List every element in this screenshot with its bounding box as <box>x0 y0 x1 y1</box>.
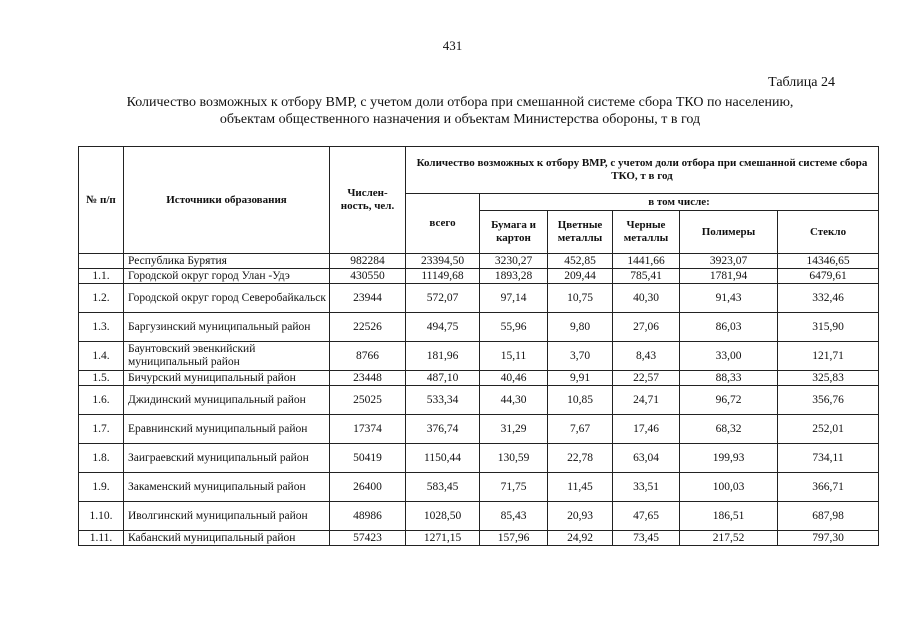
header-ferrous: Черные металлы <box>613 211 680 254</box>
cell-glass: 121,71 <box>778 342 879 371</box>
cell-ferrous: 47,65 <box>613 502 680 531</box>
cell-paper: 3230,27 <box>480 254 548 269</box>
cell-num: 1.9. <box>79 473 124 502</box>
cell-name: Кабанский муниципальный район <box>124 531 330 546</box>
cell-ferrous: 1441,66 <box>613 254 680 269</box>
title-line-1: Количество возможных к отбору ВМР, с учетом доли отбора при смешанной системе сбора ТКО по населению, <box>126 95 794 110</box>
cell-ferrous: 73,45 <box>613 531 680 546</box>
cell-paper: 31,29 <box>480 415 548 444</box>
cell-total: 1150,44 <box>406 444 480 473</box>
table-title <box>60 94 860 128</box>
cell-ferrous: 27,06 <box>613 313 680 342</box>
cell-ferrous: 17,46 <box>613 415 680 444</box>
cell-total: 487,10 <box>406 371 480 386</box>
table-row <box>79 269 879 284</box>
cell-polymers: 33,00 <box>680 342 778 371</box>
cell-name: Городской округ город Северобайкальск <box>124 284 330 313</box>
cell-nonferrous: 9,91 <box>548 371 613 386</box>
table-row <box>79 254 879 269</box>
cell-paper: 44,30 <box>480 386 548 415</box>
cell-name: Баунтовский эвенкийский муниципальный район <box>124 342 330 371</box>
cell-ferrous: 40,30 <box>613 284 680 313</box>
cell-name: Джидинский муниципальный район <box>124 386 330 415</box>
cell-name: Еравнинский муниципальный район <box>124 415 330 444</box>
cell-paper: 130,59 <box>480 444 548 473</box>
cell-nonferrous: 10,75 <box>548 284 613 313</box>
cell-total: 583,45 <box>406 473 480 502</box>
cell-name: Республика Бурятия <box>124 254 330 269</box>
cell-glass: 366,71 <box>778 473 879 502</box>
cell-paper: 71,75 <box>480 473 548 502</box>
table-row <box>79 284 879 313</box>
cell-ferrous: 8,43 <box>613 342 680 371</box>
cell-num: 1.5. <box>79 371 124 386</box>
cell-num: 1.2. <box>79 284 124 313</box>
cell-total: 1271,15 <box>406 531 480 546</box>
cell-paper: 55,96 <box>480 313 548 342</box>
cell-paper: 40,46 <box>480 371 548 386</box>
cell-polymers: 1781,94 <box>680 269 778 284</box>
cell-population: 23448 <box>330 371 406 386</box>
cell-nonferrous: 452,85 <box>548 254 613 269</box>
cell-nonferrous: 11,45 <box>548 473 613 502</box>
cell-total: 572,07 <box>406 284 480 313</box>
header-glass: Стекло <box>778 211 879 254</box>
cell-glass: 14346,65 <box>778 254 879 269</box>
cell-name: Бичурский муниципальный район <box>124 371 330 386</box>
cell-glass: 325,83 <box>778 371 879 386</box>
cell-polymers: 217,52 <box>680 531 778 546</box>
cell-total: 11149,68 <box>406 269 480 284</box>
header-source: Источники образования <box>124 147 330 254</box>
cell-population: 17374 <box>330 415 406 444</box>
cell-polymers: 86,03 <box>680 313 778 342</box>
cell-ferrous: 22,57 <box>613 371 680 386</box>
cell-glass: 687,98 <box>778 502 879 531</box>
cell-nonferrous: 7,67 <box>548 415 613 444</box>
cell-total: 494,75 <box>406 313 480 342</box>
cell-population: 23944 <box>330 284 406 313</box>
cell-population: 57423 <box>330 531 406 546</box>
cell-ferrous: 785,41 <box>613 269 680 284</box>
cell-nonferrous: 9,80 <box>548 313 613 342</box>
table-row <box>79 371 879 386</box>
header-num: № п/п <box>79 147 124 254</box>
cell-glass: 356,76 <box>778 386 879 415</box>
header-group: Количество возможных к отбору ВМР, с учетом доли отбора при смешанной системе сбора ТКО, т в год <box>406 147 879 194</box>
table-row <box>79 473 879 502</box>
table-row <box>79 502 879 531</box>
cell-paper: 157,96 <box>480 531 548 546</box>
cell-paper: 1893,28 <box>480 269 548 284</box>
cell-polymers: 88,33 <box>680 371 778 386</box>
cell-ferrous: 33,51 <box>613 473 680 502</box>
cell-nonferrous: 20,93 <box>548 502 613 531</box>
cell-num: 1.3. <box>79 313 124 342</box>
cell-num: 1.7. <box>79 415 124 444</box>
header-population: Числен-ность, чел. <box>330 147 406 254</box>
cell-nonferrous: 10,85 <box>548 386 613 415</box>
cell-nonferrous: 24,92 <box>548 531 613 546</box>
cell-population: 26400 <box>330 473 406 502</box>
page-number: 431 <box>442 38 463 53</box>
cell-num: 1.11. <box>79 531 124 546</box>
cell-nonferrous: 209,44 <box>548 269 613 284</box>
cell-polymers: 68,32 <box>680 415 778 444</box>
cell-ferrous: 24,71 <box>613 386 680 415</box>
table-row <box>79 342 879 371</box>
cell-total: 181,96 <box>406 342 480 371</box>
cell-polymers: 96,72 <box>680 386 778 415</box>
cell-num: 1.4. <box>79 342 124 371</box>
cell-paper: 15,11 <box>480 342 548 371</box>
cell-num <box>79 254 124 269</box>
cell-paper: 85,43 <box>480 502 548 531</box>
header-subgroup: в том числе: <box>480 194 879 211</box>
header-total: всего <box>406 194 480 254</box>
cell-name: Баргузинский муниципальный район <box>124 313 330 342</box>
data-table <box>78 146 879 546</box>
title-line-2: объектам общественного назначения и объектам Министерства обороны, т в год <box>219 112 701 127</box>
cell-population: 22526 <box>330 313 406 342</box>
cell-total: 1028,50 <box>406 502 480 531</box>
cell-nonferrous: 3,70 <box>548 342 613 371</box>
cell-name: Закаменский муниципальный район <box>124 473 330 502</box>
cell-glass: 797,30 <box>778 531 879 546</box>
cell-num: 1.10. <box>79 502 124 531</box>
cell-name: Иволгинский муниципальный район <box>124 502 330 531</box>
cell-num: 1.8. <box>79 444 124 473</box>
header-nonferrous: Цветные металлы <box>548 211 613 254</box>
cell-glass: 6479,61 <box>778 269 879 284</box>
cell-num: 1.1. <box>79 269 124 284</box>
cell-population: 430550 <box>330 269 406 284</box>
cell-polymers: 100,03 <box>680 473 778 502</box>
table-label: Таблица 24 <box>768 75 835 90</box>
cell-num: 1.6. <box>79 386 124 415</box>
cell-glass: 734,11 <box>778 444 879 473</box>
cell-glass: 252,01 <box>778 415 879 444</box>
cell-population: 50419 <box>330 444 406 473</box>
cell-name: Заиграевский муниципальный район <box>124 444 330 473</box>
cell-population: 25025 <box>330 386 406 415</box>
cell-total: 376,74 <box>406 415 480 444</box>
table-row <box>79 386 879 415</box>
cell-nonferrous: 22,78 <box>548 444 613 473</box>
cell-polymers: 199,93 <box>680 444 778 473</box>
table-row <box>79 531 879 546</box>
cell-total: 23394,50 <box>406 254 480 269</box>
cell-polymers: 91,43 <box>680 284 778 313</box>
header-paper: Бумага и картон <box>480 211 548 254</box>
cell-polymers: 186,51 <box>680 502 778 531</box>
header-polymers: Полимеры <box>680 211 778 254</box>
table-row <box>79 444 879 473</box>
table-row <box>79 313 879 342</box>
cell-population: 48986 <box>330 502 406 531</box>
cell-polymers: 3923,07 <box>680 254 778 269</box>
cell-glass: 315,90 <box>778 313 879 342</box>
cell-name: Городской округ город Улан -Удэ <box>124 269 330 284</box>
cell-ferrous: 63,04 <box>613 444 680 473</box>
cell-glass: 332,46 <box>778 284 879 313</box>
cell-population: 982284 <box>330 254 406 269</box>
table-row <box>79 415 879 444</box>
cell-population: 8766 <box>330 342 406 371</box>
cell-total: 533,34 <box>406 386 480 415</box>
cell-paper: 97,14 <box>480 284 548 313</box>
